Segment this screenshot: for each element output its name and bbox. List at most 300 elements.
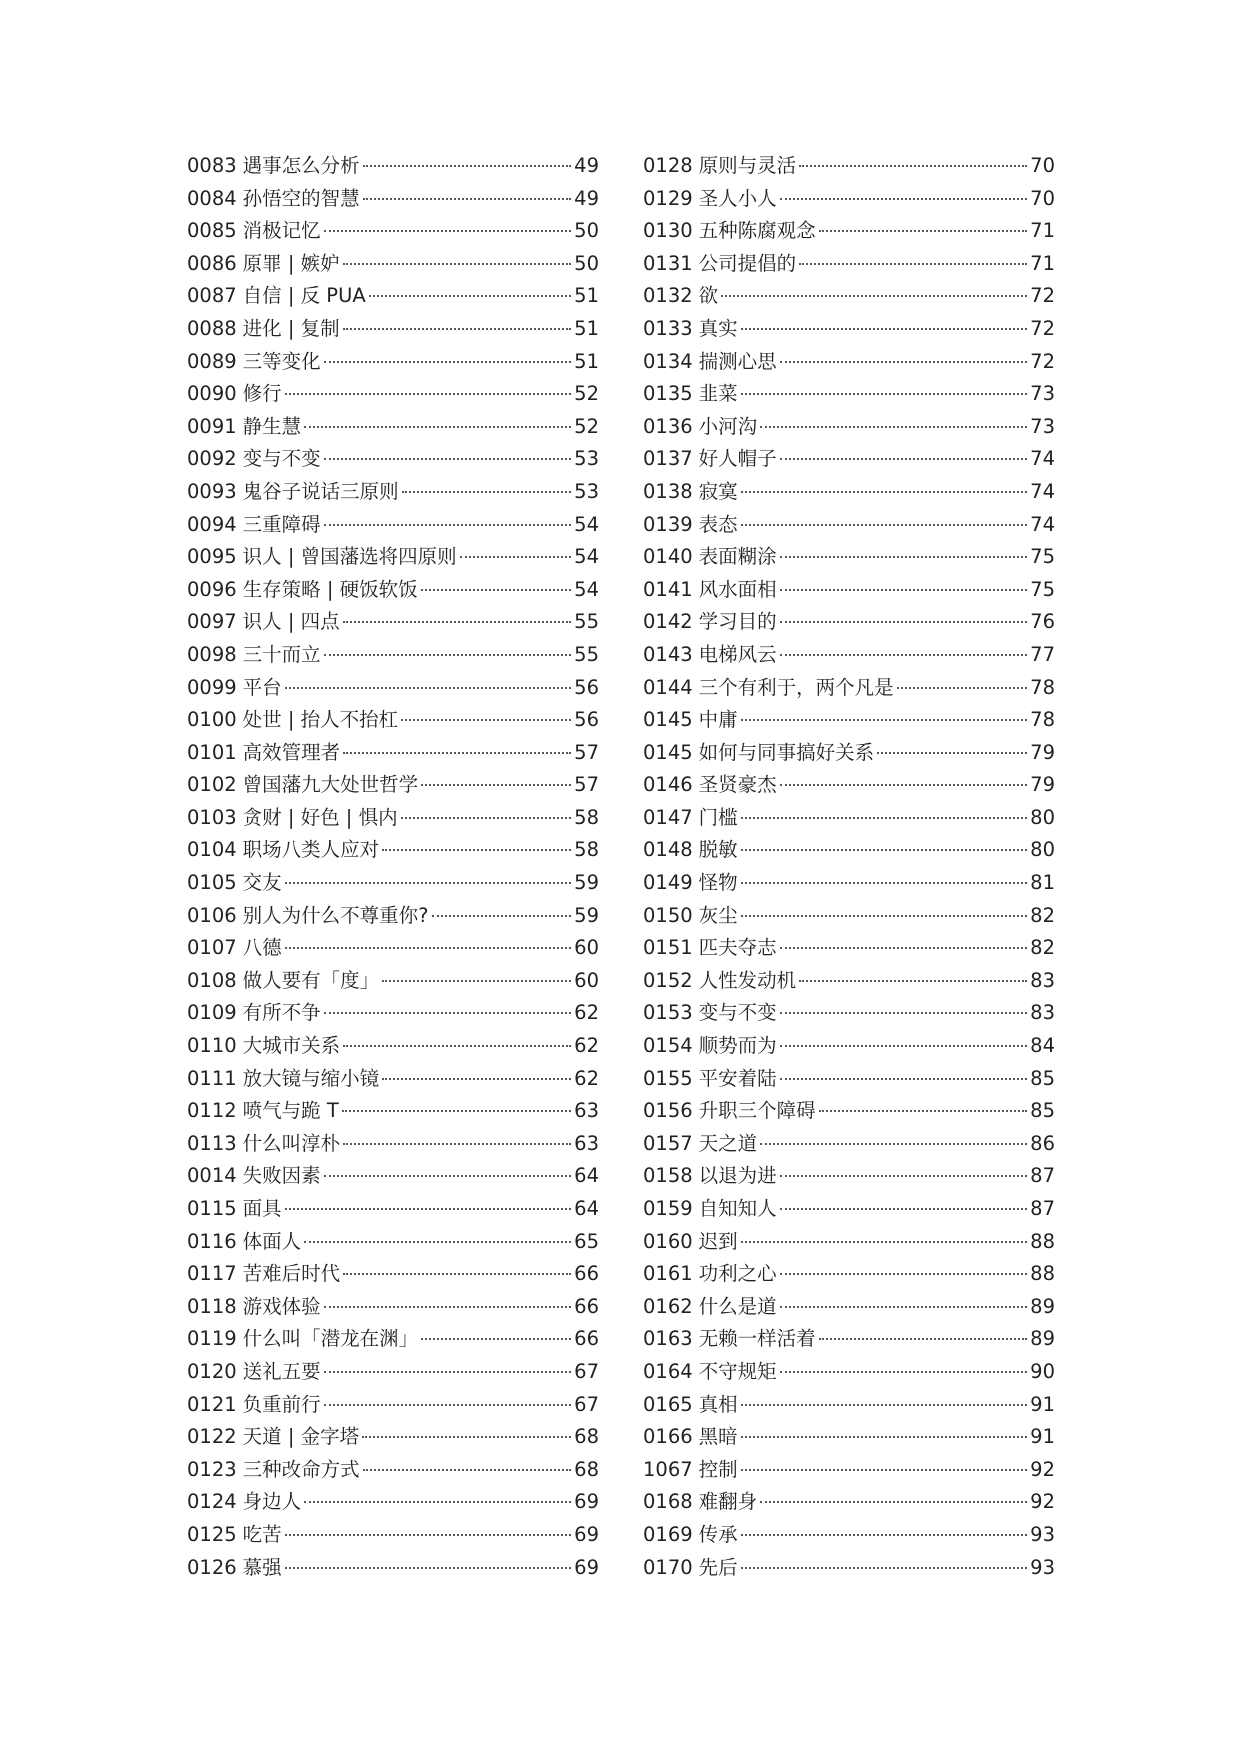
toc-entry-title: 职场八类人应对 <box>242 838 380 862</box>
toc-entry[interactable] <box>643 802 1055 835</box>
toc-entry[interactable] <box>187 1160 599 1193</box>
toc-entry[interactable] <box>643 1193 1055 1226</box>
toc-entry-number: 0169 <box>643 1522 693 1546</box>
toc-entry-page: 82 <box>1030 936 1055 960</box>
toc-entry-number: 0089 <box>187 349 237 373</box>
dot-leader <box>324 524 572 526</box>
toc-entry-page: 93 <box>1030 1555 1055 1579</box>
toc-entry-page: 75 <box>1030 545 1055 569</box>
toc-entry-title: 先后 <box>698 1555 738 1579</box>
toc-entry-page: 51 <box>574 316 599 340</box>
toc-entry[interactable] <box>187 1063 599 1096</box>
toc-entry-title: 曾国藩九大处世哲学 <box>242 773 419 797</box>
toc-entry[interactable] <box>643 1356 1055 1389</box>
toc-entry-page: 62 <box>574 1034 599 1058</box>
toc-entry[interactable] <box>187 1030 599 1063</box>
dot-leader <box>401 817 572 819</box>
dot-leader <box>362 1436 571 1438</box>
toc-entry-number: 0014 <box>187 1164 237 1188</box>
toc-entry-number: 0106 <box>187 903 237 927</box>
toc-entry-number: 0142 <box>643 610 693 634</box>
toc-entry-page: 83 <box>1030 968 1055 992</box>
toc-entry-page: 60 <box>574 968 599 992</box>
toc-entry-title: 风水面相 <box>698 577 777 601</box>
toc-entry[interactable] <box>643 183 1055 216</box>
toc-entry-number: 0084 <box>187 186 237 210</box>
toc-entry[interactable] <box>187 313 599 346</box>
toc-entry-number: 0112 <box>187 1099 237 1123</box>
toc-entry-page: 57 <box>574 773 599 797</box>
toc-entry-page: 77 <box>1030 642 1055 666</box>
toc-entry-title: 游戏体验 <box>242 1294 321 1318</box>
toc-entry[interactable] <box>187 900 599 933</box>
toc-entry-number: 0124 <box>187 1490 237 1514</box>
toc-entry-page: 62 <box>574 1001 599 1025</box>
toc-entry-number: 0104 <box>187 838 237 862</box>
dot-leader <box>897 687 1028 689</box>
toc-entry-page: 81 <box>1030 871 1055 895</box>
toc-entry[interactable] <box>187 1421 599 1454</box>
toc-entry-title: 负重前行 <box>242 1392 321 1416</box>
toc-entry-page: 86 <box>1030 1131 1055 1155</box>
toc-entry-title: 三种改命方式 <box>242 1457 360 1481</box>
toc-entry-page: 91 <box>1030 1392 1055 1416</box>
toc-entry-page: 79 <box>1030 740 1055 764</box>
toc-entry-title: 有所不争 <box>242 1001 321 1025</box>
toc-entry-number: 0087 <box>187 284 237 308</box>
toc-entry-title: 真实 <box>698 316 738 340</box>
toc-entry-title: 揣测心思 <box>698 349 777 373</box>
dot-leader <box>324 1175 572 1177</box>
toc-entry[interactable] <box>187 802 599 835</box>
toc-entry[interactable] <box>643 1030 1055 1063</box>
toc-entry-number: 0088 <box>187 316 237 340</box>
toc-entry[interactable] <box>187 737 599 770</box>
toc-entry-number: 0113 <box>187 1131 237 1155</box>
toc-entry[interactable] <box>643 834 1055 867</box>
toc-entry-title: 孙悟空的智慧 <box>242 186 360 210</box>
toc-entry-page: 78 <box>1030 675 1055 699</box>
dot-leader <box>819 1110 1028 1112</box>
toc-entry[interactable] <box>187 1226 599 1259</box>
toc-entry-title: 控制 <box>698 1457 738 1481</box>
dot-leader <box>780 784 1028 786</box>
toc-entry-page: 64 <box>574 1164 599 1188</box>
toc-entry[interactable] <box>643 215 1055 248</box>
toc-entry-number: 0159 <box>643 1197 693 1220</box>
toc-entry-page: 54 <box>574 545 599 569</box>
dot-leader <box>343 1045 571 1047</box>
dot-leader <box>780 1012 1028 1014</box>
toc-entry[interactable] <box>643 867 1055 900</box>
toc-entry-title: 八德 <box>242 936 282 960</box>
dot-leader <box>760 426 1027 428</box>
toc-entry-page: 68 <box>574 1425 599 1449</box>
toc-entry-page: 58 <box>574 805 599 829</box>
toc-entry-page: 72 <box>1030 316 1055 340</box>
toc-entry[interactable] <box>643 932 1055 965</box>
toc-entry-title: 慕强 <box>242 1555 282 1579</box>
toc-entry[interactable] <box>643 1486 1055 1519</box>
toc-entry[interactable] <box>643 639 1055 672</box>
dot-leader <box>819 230 1028 232</box>
toc-entry-title: 天道 | 金字塔 <box>242 1425 360 1449</box>
dot-leader <box>324 1371 572 1373</box>
toc-entry-number: 0153 <box>643 1001 693 1025</box>
toc-entry-title: 静生慧 <box>242 414 302 438</box>
dot-leader <box>382 849 571 851</box>
toc-entry[interactable] <box>643 509 1055 542</box>
toc-entry[interactable] <box>187 834 599 867</box>
toc-entry-number: 0143 <box>643 642 693 666</box>
toc-entry[interactable] <box>187 672 599 705</box>
toc-entry-number: 0160 <box>643 1229 693 1253</box>
toc-entry-number: 0141 <box>643 577 693 601</box>
dot-leader <box>780 1306 1028 1308</box>
toc-entry-page: 75 <box>1030 577 1055 601</box>
dot-leader <box>421 1338 571 1340</box>
toc-entry-page: 89 <box>1030 1327 1055 1351</box>
toc-entry-page: 65 <box>574 1229 599 1253</box>
toc-entry-title: 三重障碍 <box>242 512 321 536</box>
toc-entry[interactable] <box>643 1389 1055 1422</box>
toc-entry[interactable] <box>643 1421 1055 1454</box>
toc-entry-page: 79 <box>1030 773 1055 797</box>
toc-entry-title: 大城市关系 <box>242 1034 341 1058</box>
dot-leader <box>343 1143 571 1145</box>
toc-entry-number: 0137 <box>643 447 693 471</box>
toc-entry-page: 56 <box>574 708 599 732</box>
toc-entry-page: 74 <box>1030 479 1055 503</box>
toc-entry-page: 87 <box>1030 1197 1055 1220</box>
toc-entry-number: 0086 <box>187 251 237 275</box>
toc-entry-number: 0130 <box>643 219 693 243</box>
toc-entry[interactable] <box>187 509 599 542</box>
toc-entry[interactable] <box>643 965 1055 998</box>
toc-entry[interactable] <box>643 1291 1055 1324</box>
toc-entry[interactable] <box>187 1389 599 1422</box>
toc-entry-page: 70 <box>1030 154 1055 177</box>
toc-entry[interactable] <box>643 1519 1055 1552</box>
dot-leader <box>819 1338 1028 1340</box>
toc-entry[interactable] <box>643 1454 1055 1487</box>
dot-leader <box>780 621 1028 623</box>
toc-entry-number: 0152 <box>643 968 693 992</box>
toc-entry-page: 66 <box>574 1294 599 1318</box>
toc-entry[interactable] <box>187 346 599 379</box>
toc-entry-number: 0093 <box>187 479 237 503</box>
toc-entry-page: 59 <box>574 871 599 895</box>
toc-entry-page: 71 <box>1030 251 1055 275</box>
toc-entry[interactable] <box>187 1454 599 1487</box>
toc-entry[interactable] <box>643 769 1055 802</box>
toc-entry[interactable] <box>643 606 1055 639</box>
toc-entry-number: 0115 <box>187 1197 237 1220</box>
toc-entry[interactable] <box>643 378 1055 411</box>
dot-leader <box>741 1534 1028 1536</box>
dot-leader <box>343 263 572 265</box>
toc-entry-page: 49 <box>574 154 599 177</box>
toc-entry[interactable] <box>187 574 599 607</box>
toc-entry-title: 变与不变 <box>698 1001 777 1025</box>
toc-entry-number: 1067 <box>643 1457 693 1481</box>
toc-entry[interactable] <box>187 1486 599 1519</box>
toc-entry[interactable] <box>643 313 1055 346</box>
toc-entry-title: 贪财 | 好色 | 惧内 <box>242 805 398 829</box>
toc-entry[interactable] <box>187 1128 599 1161</box>
toc-entry[interactable] <box>187 541 599 574</box>
toc-entry-title: 什么叫「潜龙在渊」 <box>242 1327 419 1351</box>
toc-entry-number: 0165 <box>643 1392 693 1416</box>
toc-entry[interactable] <box>187 248 599 281</box>
toc-entry[interactable] <box>643 1258 1055 1291</box>
toc-entry[interactable] <box>643 443 1055 476</box>
toc-entry[interactable] <box>643 997 1055 1030</box>
toc-entry-number: 0144 <box>643 675 693 699</box>
toc-entry[interactable] <box>187 1193 599 1226</box>
toc-entry-page: 49 <box>574 186 599 210</box>
dot-leader <box>799 980 1027 982</box>
toc-entry-page: 63 <box>574 1131 599 1155</box>
toc-entry-title: 交友 <box>242 871 282 895</box>
toc-column-right <box>643 150 1055 1584</box>
dot-leader <box>421 589 572 591</box>
toc-entry-title: 失败因素 <box>242 1164 321 1188</box>
toc-entry-number: 0107 <box>187 936 237 960</box>
dot-leader <box>343 1273 571 1275</box>
toc-entry-number: 0155 <box>643 1066 693 1090</box>
toc-entry[interactable] <box>187 769 599 802</box>
toc-entry-number: 0129 <box>643 186 693 210</box>
toc-entry[interactable] <box>643 900 1055 933</box>
toc-entry[interactable] <box>187 1552 599 1585</box>
toc-entry[interactable] <box>643 1160 1055 1193</box>
toc-entry-title: 人性发动机 <box>698 968 797 992</box>
dot-leader <box>780 458 1028 460</box>
toc-entry-number: 0105 <box>187 871 237 895</box>
dot-leader <box>780 654 1028 656</box>
toc-entry[interactable] <box>643 541 1055 574</box>
toc-entry[interactable] <box>643 150 1055 183</box>
toc-entry-number: 0138 <box>643 479 693 503</box>
dot-leader <box>741 1469 1028 1471</box>
toc-entry-title: 生存策略 | 硬饭软饭 <box>242 577 418 601</box>
toc-entry-title: 表面糊涂 <box>698 545 777 569</box>
toc-entry-number: 0132 <box>643 284 693 308</box>
toc-entry-number: 0101 <box>187 740 237 764</box>
toc-entry[interactable] <box>643 1226 1055 1259</box>
toc-entry[interactable] <box>643 346 1055 379</box>
toc-entry[interactable] <box>187 965 599 998</box>
toc-entry-number: 0146 <box>643 773 693 797</box>
toc-entry-title: 无赖一样活着 <box>698 1327 816 1351</box>
dot-leader <box>780 947 1028 949</box>
dot-leader <box>343 328 572 330</box>
toc-entry[interactable] <box>187 1519 599 1552</box>
toc-entry[interactable] <box>187 215 599 248</box>
toc-entry[interactable] <box>643 1552 1055 1585</box>
toc-entry-title: 原则与灵活 <box>698 154 797 177</box>
toc-entry-number: 0085 <box>187 219 237 243</box>
toc-entry-number: 0097 <box>187 610 237 634</box>
toc-entry-number: 0156 <box>643 1099 693 1123</box>
toc-entry[interactable] <box>643 1128 1055 1161</box>
dot-leader <box>402 491 572 493</box>
toc-entry-title: 喷气与跪 T <box>242 1099 339 1123</box>
toc-entry-page: 52 <box>574 382 599 406</box>
toc-entry-title: 放大镜与缩小镜 <box>242 1066 380 1090</box>
toc-entry-number: 0109 <box>187 1001 237 1025</box>
dot-leader <box>285 1567 572 1569</box>
toc-entry-page: 54 <box>574 577 599 601</box>
toc-entry-page: 88 <box>1030 1262 1055 1286</box>
toc-entry-page: 67 <box>574 1392 599 1416</box>
toc-entry-number: 0139 <box>643 512 693 536</box>
toc-entry[interactable] <box>643 476 1055 509</box>
dot-leader <box>780 361 1028 363</box>
toc-entry[interactable] <box>643 704 1055 737</box>
toc-entry-title: 灰尘 <box>698 903 738 927</box>
toc-entry[interactable] <box>187 1095 599 1128</box>
toc-entry-page: 78 <box>1030 708 1055 732</box>
toc-entry[interactable] <box>643 574 1055 607</box>
toc-entry-title: 别人为什么不尊重你? <box>242 903 429 927</box>
toc-entry-number: 0135 <box>643 382 693 406</box>
toc-entry-number: 0099 <box>187 675 237 699</box>
toc-entry-page: 51 <box>574 349 599 373</box>
toc-entry-page: 84 <box>1030 1034 1055 1058</box>
toc-entry-number: 0157 <box>643 1131 693 1155</box>
toc-entry[interactable] <box>187 183 599 216</box>
dot-leader <box>741 849 1028 851</box>
toc-entry[interactable] <box>187 867 599 900</box>
toc-entry-page: 73 <box>1030 414 1055 438</box>
toc-entry[interactable] <box>187 639 599 672</box>
dot-leader <box>780 1371 1028 1373</box>
dot-leader <box>342 1110 571 1112</box>
toc-entry-number: 0120 <box>187 1359 237 1383</box>
toc-entry[interactable] <box>643 280 1055 313</box>
toc-entry-title: 中庸 <box>698 708 738 732</box>
toc-entry[interactable] <box>643 248 1055 281</box>
toc-entry-title: 小河沟 <box>698 414 758 438</box>
toc-entry-title: 自信 | 反 PUA <box>242 284 366 308</box>
toc-entry[interactable] <box>643 411 1055 444</box>
toc-entry-title: 吃苦 <box>242 1522 282 1546</box>
toc-entry-number: 0164 <box>643 1359 693 1383</box>
toc-entry-title: 遇事怎么分析 <box>242 154 360 177</box>
toc-entry[interactable] <box>187 150 599 183</box>
toc-entry-title: 苦难后时代 <box>242 1262 341 1286</box>
toc-entry-number: 0150 <box>643 903 693 927</box>
toc-entry-page: 68 <box>574 1457 599 1481</box>
toc-entry[interactable] <box>187 1258 599 1291</box>
toc-entry[interactable] <box>187 378 599 411</box>
toc-entry-number: 0116 <box>187 1229 237 1253</box>
toc-entry-number: 0170 <box>643 1555 693 1579</box>
dot-leader <box>721 295 1027 297</box>
dot-leader <box>363 198 572 200</box>
toc-entry-page: 66 <box>574 1327 599 1351</box>
dot-leader <box>324 230 572 232</box>
toc-entry[interactable] <box>187 411 599 444</box>
toc-entry[interactable] <box>187 1291 599 1324</box>
toc-entry-page: 92 <box>1030 1490 1055 1514</box>
toc-entry-page: 87 <box>1030 1164 1055 1188</box>
toc-entry[interactable] <box>643 1063 1055 1096</box>
toc-entry-title: 什么是道 <box>698 1294 777 1318</box>
dot-leader <box>799 263 1027 265</box>
dot-leader <box>741 915 1028 917</box>
toc-entry-number: 0134 <box>643 349 693 373</box>
toc-entry-title: 真相 <box>698 1392 738 1416</box>
toc-entry[interactable] <box>643 1323 1055 1356</box>
dot-leader <box>760 1143 1027 1145</box>
dot-leader <box>741 1241 1028 1243</box>
toc-entry-page: 82 <box>1030 903 1055 927</box>
toc-entry-title: 匹夫夺志 <box>698 936 777 960</box>
toc-entry-page: 53 <box>574 479 599 503</box>
toc-entry[interactable] <box>187 932 599 965</box>
dot-leader <box>741 524 1028 526</box>
dot-leader <box>285 687 572 689</box>
dot-leader <box>741 719 1028 721</box>
toc-entry-title: 表态 <box>698 512 738 536</box>
dot-leader <box>285 882 572 884</box>
toc-entry-page: 67 <box>574 1359 599 1383</box>
toc-entry-page: 72 <box>1030 349 1055 373</box>
toc-entry[interactable] <box>643 737 1055 770</box>
toc-entry-page: 70 <box>1030 186 1055 210</box>
toc-entry-page: 90 <box>1030 1359 1055 1383</box>
toc-entry-title: 变与不变 <box>242 447 321 471</box>
dot-leader <box>741 1404 1028 1406</box>
toc-entry-number: 0091 <box>187 414 237 438</box>
toc-entry-page: 62 <box>574 1066 599 1090</box>
toc-entry[interactable] <box>187 704 599 737</box>
toc-entry-title: 迟到 <box>698 1229 738 1253</box>
toc-entry-number: 0090 <box>187 382 237 406</box>
toc-entry-page: 93 <box>1030 1522 1055 1546</box>
dot-leader <box>780 1273 1028 1275</box>
dot-leader <box>304 1241 571 1243</box>
toc-entry[interactable] <box>187 606 599 639</box>
toc-entry[interactable] <box>187 280 599 313</box>
toc-entry-number: 0133 <box>643 316 693 340</box>
toc-entry[interactable] <box>187 1356 599 1389</box>
toc-entry[interactable] <box>187 443 599 476</box>
toc-entry-title: 平台 <box>242 675 282 699</box>
toc-entry[interactable] <box>643 672 1055 705</box>
toc-entry[interactable] <box>187 997 599 1030</box>
toc-entry-page: 58 <box>574 838 599 862</box>
toc-entry-title: 识人 | 四点 <box>242 610 340 634</box>
toc-entry-page: 69 <box>574 1490 599 1514</box>
toc-entry-number: 0126 <box>187 1555 237 1579</box>
toc-entry[interactable] <box>187 1323 599 1356</box>
toc-entry-page: 89 <box>1030 1294 1055 1318</box>
dot-leader <box>780 589 1028 591</box>
toc-entry-page: 66 <box>574 1262 599 1286</box>
toc-entry[interactable] <box>643 1095 1055 1128</box>
toc-entry-page: 51 <box>574 284 599 308</box>
toc-entry-title: 传承 <box>698 1522 738 1546</box>
toc-entry[interactable] <box>187 476 599 509</box>
toc-entry-number: 0119 <box>187 1327 237 1351</box>
toc-entry-number: 0145 <box>643 708 693 732</box>
toc-entry-page: 69 <box>574 1522 599 1546</box>
toc-entry-page: 54 <box>574 512 599 536</box>
